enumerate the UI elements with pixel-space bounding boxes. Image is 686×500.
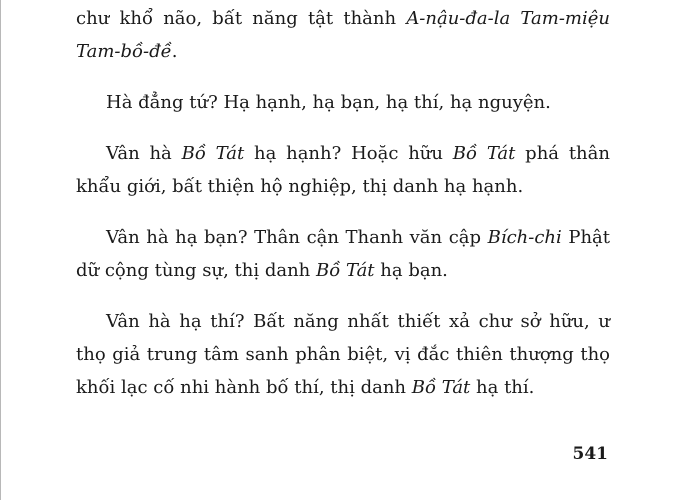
paragraph xyxy=(76,86,610,119)
italic-term: A-nậu-đa-la Tam-miệu Tam-bồ-đề xyxy=(76,8,610,62)
paragraph xyxy=(76,305,610,404)
page-edge xyxy=(0,0,1,500)
italic-term: Bích-chi xyxy=(487,227,562,248)
text-run: hạ bạn. xyxy=(374,260,448,281)
paragraph xyxy=(76,221,610,287)
body-text xyxy=(76,2,610,422)
text-run: phá thân khẩu giới, bất thiện hộ nghiệp, thị danh hạ hạnh. xyxy=(76,143,610,197)
text-run: Hà đẳng tứ? Hạ hạnh, hạ bạn, hạ thí, hạ nguyện. xyxy=(106,92,551,113)
page-number: 541 xyxy=(572,444,608,464)
text-run: Vân hà hạ thí? Bất năng nhất thiết xả chư sở hữu, ư thọ giả trung tâm sanh phân biệt, vị đắc thiên thượng thọ khối lạc cố nhi hành bố thí, thị danh xyxy=(76,311,610,398)
text-run: Phật dữ cộng tùng sự, thị danh xyxy=(76,227,611,281)
italic-term: Bồ Tát xyxy=(181,143,245,164)
text-run: chư khổ não, bất năng tật thành xyxy=(76,8,407,29)
italic-term: Bồ Tát xyxy=(452,143,516,164)
paragraph xyxy=(76,137,610,203)
text-run: hạ hạnh? Hoặc hữu xyxy=(244,143,453,164)
text-run: Vân hà xyxy=(106,143,182,164)
italic-term: Bồ Tát xyxy=(411,377,471,398)
italic-term: Bồ Tát xyxy=(316,260,375,281)
paragraph xyxy=(76,2,610,68)
text-run: Vân hà hạ bạn? Thân cận Thanh văn cập xyxy=(106,227,488,248)
text-run: hạ thí. xyxy=(470,377,535,398)
text-run: . xyxy=(171,41,178,62)
